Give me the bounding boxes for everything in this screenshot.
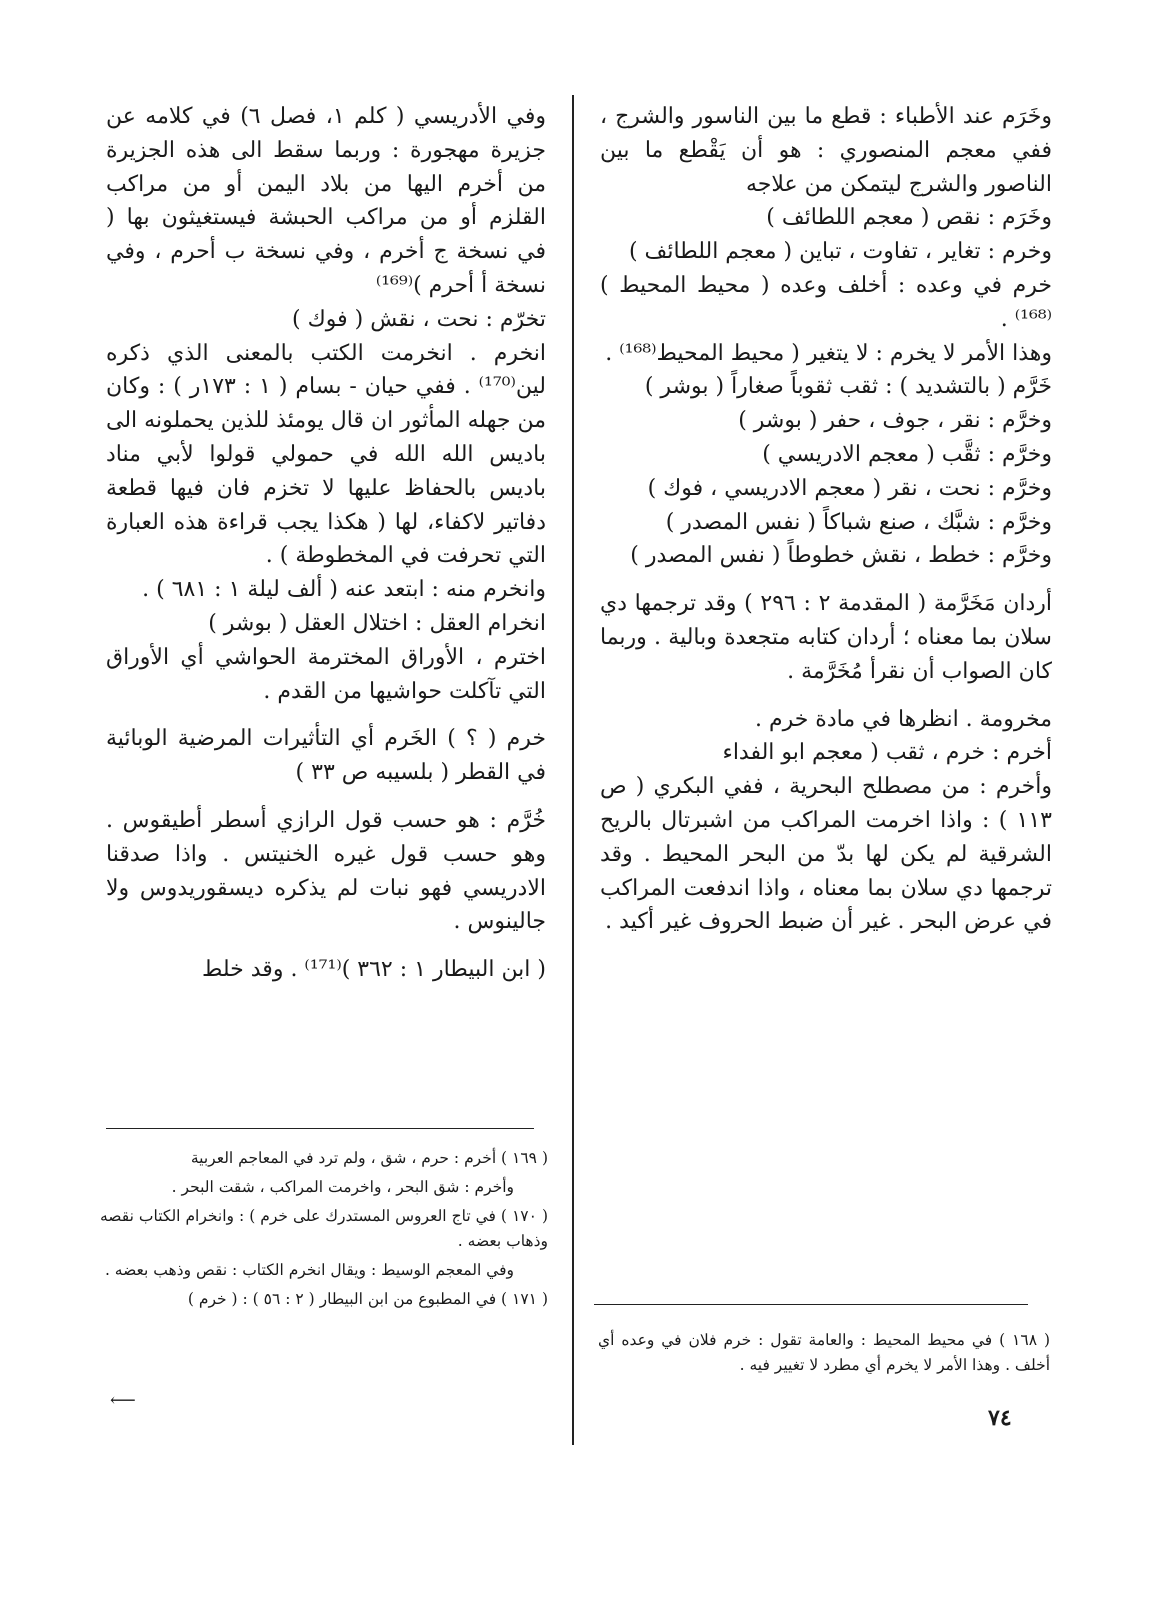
- entry: وخَرَم عند الأطباء : قطع ما بين الناسور والشرج ، ففي معجم المنصوري : هو أن يَقْطع ما بين الناصور والشرج ليتمكن من علاجه: [600, 104, 1052, 197]
- column-divider: [572, 95, 574, 1445]
- entry: وهذا الأمر لا يخرم : لا يتغير ( محيط المحيط⁽¹⁶⁸⁾ .: [605, 340, 1052, 366]
- entry: أردان مَخَرَّمة ( المقدمة ٢ : ٢٩٦ ) وقد ترجمها دي سلان بما معناه ؛ أردان كتابه متجعدة وبالية . وربما كان الصواب أن نقرأ مُخَرَّمة .: [600, 591, 1053, 684]
- continuation-arrow: ⟵: [110, 1390, 136, 1411]
- left-column: [106, 100, 546, 987]
- entry: وخرَّم : شبَّك ، صنع شباكاً ( نفس المصدر ): [665, 509, 1052, 535]
- entry: انخرام العقل : اختلال العقل ( بوشر ): [208, 610, 546, 636]
- entry: وخرم : تغاير ، تفاوت ، تباين ( معجم اللطائف ): [628, 239, 1052, 265]
- right-footnote-separator: [594, 1304, 1028, 1305]
- entry: وخرَّم : ثقَّب ( معجم الادريسي ): [762, 441, 1052, 467]
- entry: وخرَّم : نحت ، نقر ( معجم الادريسي ، فوك ): [647, 475, 1052, 501]
- entry: انخرم . انخرمت الكتب بالمعنى الذي ذكره لين⁽¹⁷⁰⁾ . ففي حيان - بسام ( ١ : ١٧٣ر ) : وكان من جهله المأثور ان قال يومئذ للذين يحملونه الى باديس الله الله في حمولي قولوا لأبي مناد باديس بالحفاظ عليها لا تخزم فان فيها قطعة دفاتير لاكفاء، لها ( هكذا يجب قراءة هذه العبارة التي تحرفت في المخطوطة ) .: [106, 340, 546, 569]
- entry: خُرَّم : هو حسب قول الرازي أسطر أطيقوس . وهو حسب قول غيره الخنيتس . واذا صدقنا الادريسي فهو نبات لم يذكره ديسقوريدوس ولا جالينوس .: [106, 807, 546, 935]
- entry: وانخرم منه : ابتعد عنه ( ألف ليلة ١ : ٦٨١ ) .: [142, 577, 546, 603]
- footnote: ( ١٦٨ ) في محيط المحيط : والعامة تقول : خرم فلان في وعده أي أخلف . وهذا الأمر لا يخرم أي مطرد لا تغيير فيه .: [598, 1331, 1050, 1374]
- entry: اخترم ، الأوراق المخترمة الحواشي أي الأوراق التي تآكلت حواشيها من القدم .: [106, 644, 546, 704]
- left-footnotes: [100, 1146, 548, 1316]
- entry: خرم ( ؟ ) الخَرم أي التأثيرات المرضية الوبائية في القطر ( بلسيبه ص ٣٣ ): [106, 726, 546, 786]
- entry: مخرومة . انظرها في مادة خرم .: [754, 706, 1052, 732]
- footnote: [100, 1175, 548, 1200]
- entry: وخرَّم : خطط ، نقش خطوطاً ( نفس المصدر ): [630, 543, 1052, 569]
- entry: وخَرَم : نقص ( معجم اللطائف ): [766, 205, 1052, 231]
- footnote-continuation: وفي المعجم الوسيط : ويقال انخرم الكتاب : نقص وذهب بعضه .: [104, 1261, 514, 1279]
- entry: وفي الأدريسي ( كلم ١، فصل ٦) في كلامه عن جزيرة مهجورة : وربما سقط الى هذه الجزيرة من أخرم اليها من بلاد اليمن أو من مراكب القلزم أو من مراكب الحبشة فيستغيثون بها ( في نسخة ج أخرم ، وفي نسخة ب أحرم ، وفي نسخة أ أحرم )⁽¹⁶⁹⁾: [106, 104, 546, 298]
- page-number: ٧٤: [988, 1405, 1012, 1431]
- footnote: ( ١٦٩ ) أخرم : حرم ، شق ، ولم ترد في المعاجم العربية: [190, 1149, 548, 1167]
- footnote: ( ١٧١ ) في المطبوع من ابن البيطار ( ٢ : ٥٦ ) : ( خرم ): [187, 1290, 548, 1308]
- left-footnote-separator: [106, 1128, 534, 1129]
- footnote: [100, 1258, 548, 1283]
- footnote: ( ١٧٠ ) في تاج العروس المستدرك على خرم ) : وانخرام الكتاب نقصه وذهاب بعضه .: [100, 1207, 549, 1250]
- footnote-continuation: وأخرم : شق البحر ، واخرمت المراكب ، شقت البحر .: [171, 1178, 514, 1196]
- right-column: [600, 100, 1052, 939]
- entry: أخرم : خرم ، ثقب ( معجم ابو الفداء: [722, 740, 1052, 766]
- entry: وخرَّم : نقر ، جوف ، حفر ( بوشر ): [738, 408, 1052, 434]
- entry: وأخرم : من مصطلح البحرية ، ففي البكري ( ص ١١٣ ) : واذا اخرمت المراكب من اشبرتال بالريح الشرقية لم يكن لها بدّ من البحر المحيط . وقد ترجمها دي سلان بما معناه ، واذا اندفعت المراكب في عرض البحر . غير أن ضبط الحروف غير أكيد .: [600, 774, 1052, 935]
- entry: خَرَّم ( بالتشديد ) : ثقب ثقوباً صغاراً ( بوشر ): [644, 374, 1052, 400]
- entry: ( ابن البيطار ١ : ٣٦٢ )⁽¹⁷¹⁾ . وقد خلط: [202, 957, 546, 983]
- right-footnotes: [598, 1328, 1050, 1382]
- entry: تخرّم : نحت ، نقش ( فوك ): [292, 306, 546, 332]
- entry: خرم في وعده : أخلف وعده ( محيط المحيط )⁽¹⁶⁸⁾ .: [600, 272, 1052, 332]
